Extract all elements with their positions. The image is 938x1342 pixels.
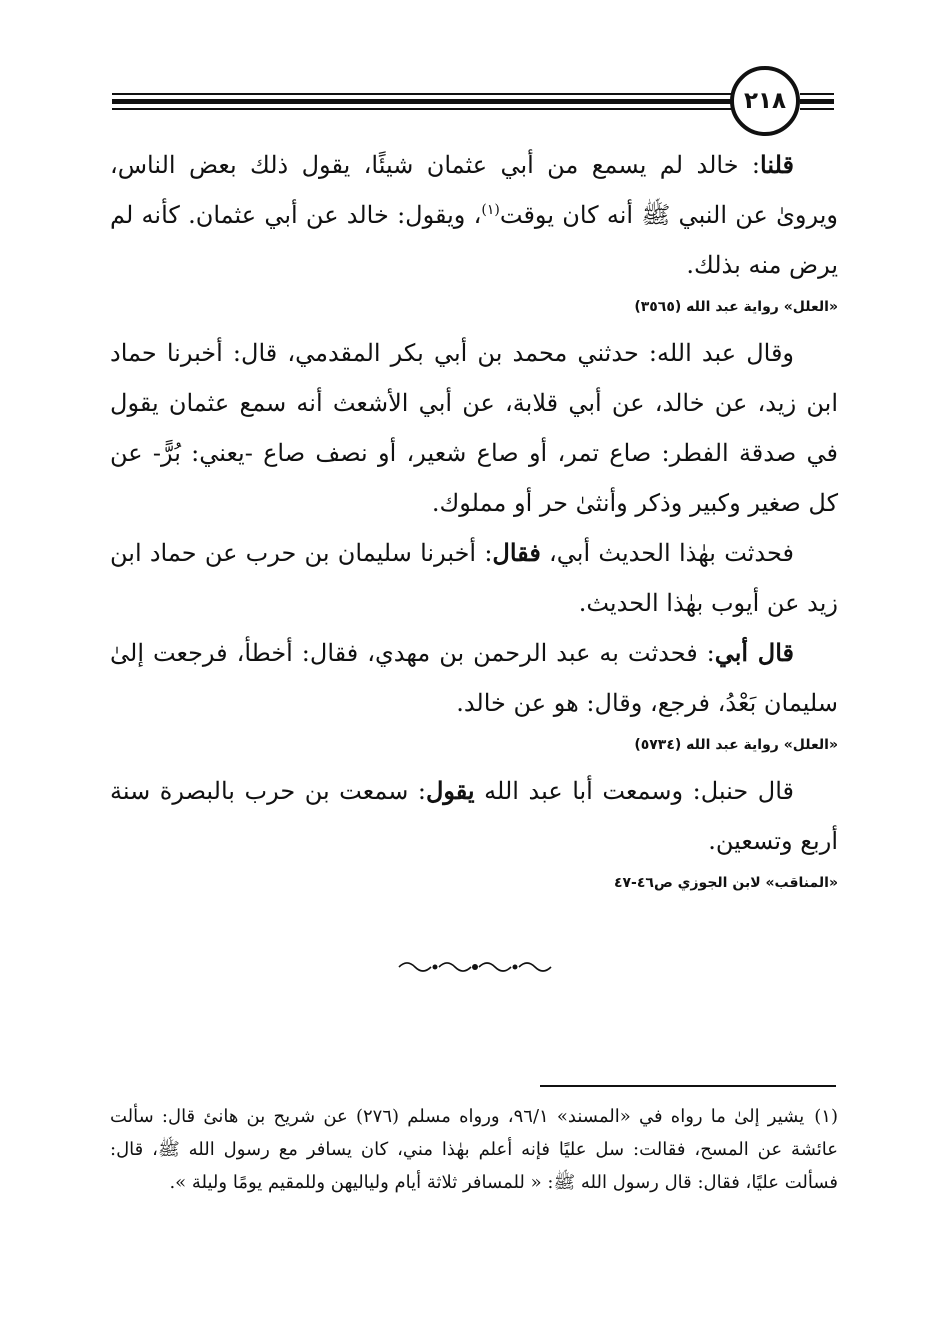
paragraph-5 xyxy=(110,766,838,866)
footnote-separator xyxy=(540,1085,836,1087)
header-rule-bottom xyxy=(112,108,732,110)
paragraph-text: قال حنبل: وسمعت أبا عبد الله xyxy=(474,777,794,805)
page-number: ٢١٨ xyxy=(730,66,800,136)
lead-bold: قلنا xyxy=(760,150,794,179)
paragraph-2: وقال عبد الله: حدثني محمد بن أبي بكر المقدمي، قال: أخبرنا حماد ابن زيد، عن خالد، عن أبي قلابة، عن أبي الأشعث أنه سمع عثمان يقول في صدقة الفطر: صاع تمر، أو صاع شعير، أو نصف صاع -يعني: بُرًّ- عن كل صغير وكبير وذكر وأنثىٰ حر أو مملوك. xyxy=(110,339,838,517)
bold-word: فقال xyxy=(492,538,541,567)
paragraph-text: : فحدثت به عبد الرحمن بن مهدي، فقال: أخطأ، فرجعت إلىٰ سليمان بَعْدُ، فرجع، وقال: هو عن خالد. xyxy=(110,639,838,717)
paragraph-text: : خالد لم يسمع من أبي عثمان شيئًا، يقول ذلك بعض الناس، ويرویٰ عن النبي ﷺ أنه كان يوقت xyxy=(110,151,839,229)
paragraph-tail: ، ويقول: خالد عن أبي عثمان. كأنه لم يرض منه بذلك. xyxy=(110,201,838,279)
header-rule-right-top xyxy=(800,93,834,95)
footnote-text: يشير إلىٰ ما رواه في «المسند» ٩٦/١، ورواه مسلم (٢٧٦) عن شريح بن هانئ قال: سألت عائشة عن المسح، فقالت: سل عليًا فإنه أعلم بهٰذا مني، كان يسافر مع رسول الله ﷺ، قال: فسألت عليًا، فقال: قال رسول الله ﷺ: « للمسافر ثلاثة أيام ولياليهن وللمقيم يومًا وليلة ». xyxy=(110,1106,838,1193)
footnote-marker: (١) xyxy=(814,1106,838,1127)
bold-word: يقول xyxy=(425,776,475,805)
header-rule-top xyxy=(112,93,732,95)
ornament-divider-icon xyxy=(395,957,555,977)
source-citation-3: «المناقب» لابن الجوزي ص٤٦-٤٧ xyxy=(613,875,838,891)
footnote-ref[interactable]: (١) xyxy=(481,202,500,218)
paragraph-text: : أخبرنا سليمان بن حرب عن حماد ابن زيد عن أيوب بهٰذا الحديث. xyxy=(110,539,838,617)
paragraph-3 xyxy=(110,528,838,628)
main-text xyxy=(110,140,838,904)
source-citation-2: «العلل» رواية عبد الله (٥٧٣٤) xyxy=(634,737,838,753)
paragraph-4 xyxy=(110,628,838,728)
paragraph-text: : سمعت بن حرب بالبصرة سنة أربع وتسعين. xyxy=(110,777,838,855)
paragraph-text: فحدثت بهٰذا الحديث أبي، xyxy=(540,539,794,567)
header-rule-right-bottom xyxy=(800,108,834,110)
header-rule-thick xyxy=(112,99,732,104)
lead-bold: قال أبي xyxy=(714,638,795,667)
header-rule-right-thick xyxy=(800,99,834,104)
source-citation-1: «العلل» رواية عبد الله (٣٥٦٥) xyxy=(634,299,838,315)
footnote xyxy=(110,1100,838,1199)
paragraph-1 xyxy=(110,140,838,290)
